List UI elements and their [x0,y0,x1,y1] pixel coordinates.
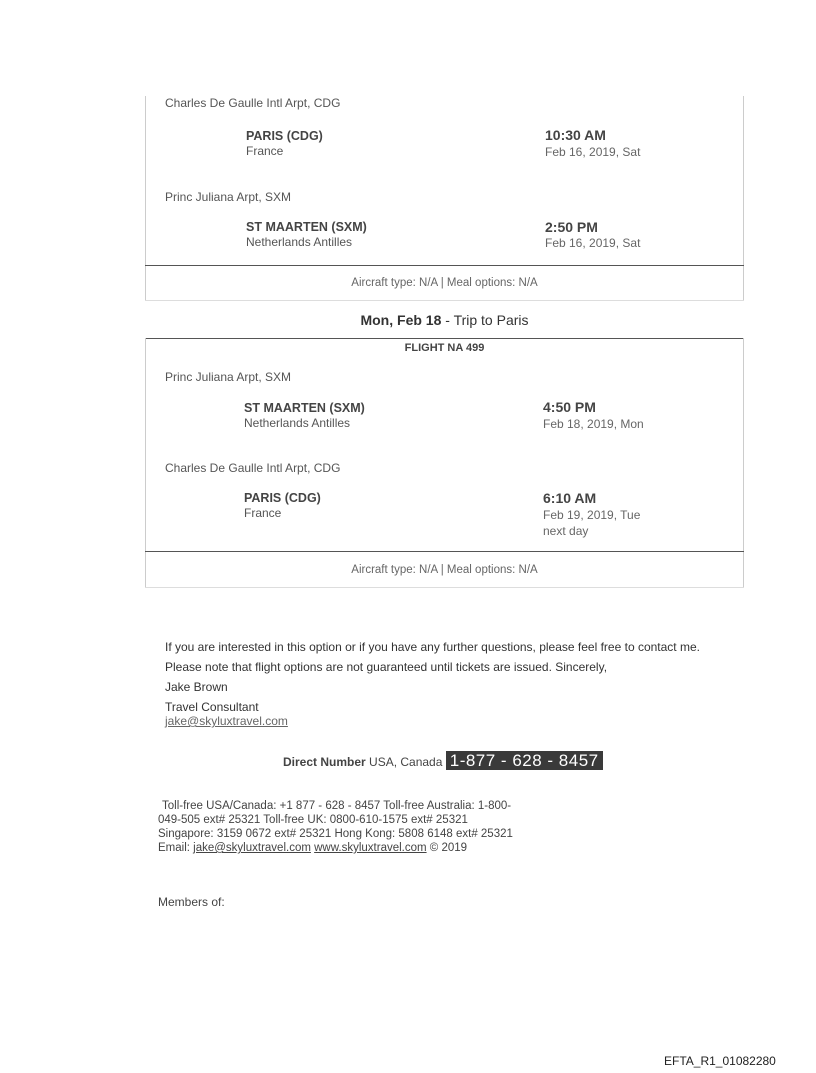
segment1-dep-airport: Charles De Gaulle Intl Arpt, CDG [165,96,341,110]
direct-number-label: Direct Number [283,755,366,769]
signature-name: Jake Brown [165,680,228,694]
document-id: EFTA_R1_01082280 [664,1054,776,1068]
direct-phone-number[interactable]: 1-877 - 628 - 8457 [446,751,603,770]
segment1-footer-note: Aircraft type: N/A | Meal options: N/A [351,277,538,289]
segment1-divider [145,265,744,266]
website-link[interactable]: www.skyluxtravel.com [314,842,427,854]
segment2-arr-time: 6:10 AM [543,490,597,506]
contact-line1: Toll-free USA/Canada: +1 877 - 628 - 8457 Toll-free Australia: 1-800- [162,800,512,812]
segment1-right-border [743,96,744,301]
flight-label: FLIGHT NA 499 [404,342,485,354]
contact-email-link[interactable]: jake@skyluxtravel.com [193,842,311,854]
signature-role: Travel Consultant [165,700,259,714]
segment1-dep-country: France [246,144,284,158]
segment2-divider [145,551,744,552]
segment2-arr-country: France [244,506,282,520]
contact-line2: 049-505 ext# 25321 Toll-free UK: 0800-610-1575 ext# 25321 [158,814,468,826]
segment2-dep-country: Netherlands Antilles [244,416,351,430]
trip2-top-line [145,338,744,339]
segment1-left-border [145,96,146,301]
segment1-arr-time: 2:50 PM [545,219,598,235]
trip2-date: Mon, Feb 18 [360,312,442,328]
message-line1: If you are interested in this option or if you have any further questions, please feel free to contact me. [165,640,700,654]
contact-email-prefix: Email: [158,842,194,854]
signature-email-link[interactable]: jake@skyluxtravel.com [165,714,288,728]
direct-number [283,752,603,771]
trip2-title-text: - Trip to Paris [441,312,529,328]
contact-line3: Singapore: 3159 0672 ext# 25321 Hong Kong: 5808 6148 ext# 25321 [158,828,513,840]
segment1-dep-time: 10:30 AM [545,127,606,143]
segment2-dep-date: Feb 18, 2019, Mon [543,417,644,431]
segment2-dep-city: ST MAARTEN (SXM) [244,401,365,415]
segment2-footer-note: Aircraft type: N/A | Meal options: N/A [351,564,538,576]
direct-number-region: USA, Canada [365,755,446,769]
segment1-arr-date: Feb 16, 2019, Sat [545,236,641,250]
segment2-arr-airport: Charles De Gaulle Intl Arpt, CDG [165,461,341,475]
segment2-bottom-border [145,587,744,588]
segment2-arr-note: next day [543,524,589,538]
members-label: Members of: [158,895,225,909]
message-line2: Please note that flight options are not guaranteed until tickets are issued. Sincerely, [165,660,608,674]
segment1-arr-city: ST MAARTEN (SXM) [246,220,367,234]
segment2-dep-time: 4:50 PM [543,399,596,415]
segment2-dep-airport: Princ Juliana Arpt, SXM [165,370,292,384]
trip2-title [145,312,744,328]
contact-line4 [158,842,467,854]
segment2-arr-city: PARIS (CDG) [244,491,321,505]
segment1-bottom-border [145,300,744,301]
segment2-arr-date: Feb 19, 2019, Tue [543,508,641,522]
segment1-arr-airport: Princ Juliana Arpt, SXM [165,190,292,204]
segment1-arr-country: Netherlands Antilles [246,235,353,249]
segment1-dep-date: Feb 16, 2019, Sat [545,145,641,159]
segment1-dep-city: PARIS (CDG) [246,129,323,143]
copyright: © 2019 [426,842,468,854]
